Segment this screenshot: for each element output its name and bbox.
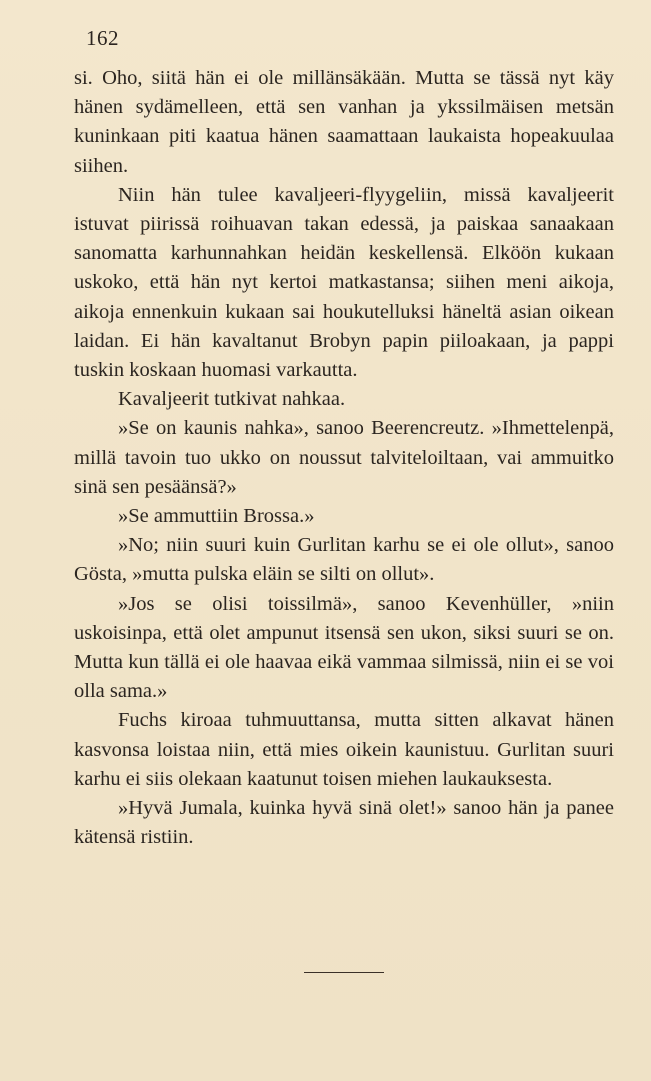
- paragraph-8: Fuchs kiroaa tuhmuuttansa, mutta sitten alkavat hänen kasvonsa loistaa niin, että mies oikein kaunistuu. Gurlitan suuri karhu ei siis olekaan kaatunut toisen miehen laukauksesta.: [74, 709, 614, 790]
- paragraph-4: »Se on kaunis nahka», sanoo Beerencreutz. »Ihmettelenpä, millä tavoin tuo ukko on noussut talviteloiltaan, vai ammuitko sinä sen pesäänsä?»: [74, 417, 614, 498]
- end-rule: [304, 972, 384, 973]
- paragraph-7: »Jos se olisi toissilmä», sanoo Kevenhüller, »niin uskoisinpa, että olet ampunut itsensä sen ukon, siksi suuri se on. Mutta kun tällä ei ole haavaa eikä vammaa silmissä, niin ei se voi olla sama.»: [74, 592, 614, 703]
- paragraph-3: Kavaljeerit tutkivat nahkaa.: [118, 388, 346, 411]
- paragraph-6: »No; niin suuri kuin Gurlitan karhu se ei ole ollut», sanoo Gösta, »mutta pulska eläin se silti on ollut».: [74, 534, 614, 586]
- paragraph-5: »Se ammuttiin Brossa.»: [118, 505, 315, 528]
- paragraph-1: si. Oho, siitä hän ei ole millänsäkään. Mutta se tässä nyt käy hänen sydämelleen, että sen vanhan ja ykssilmäisen metsän kuninkaan piti kaatua hänen saamattaan laukaista hopeakuulaa siihen.: [74, 67, 614, 177]
- page-number: 162: [86, 26, 119, 50]
- paragraph-9: »Hyvä Jumala, kuinka hyvä sinä olet!» sanoo hän ja panee kätensä ristiin.: [74, 797, 614, 849]
- body-text: [74, 64, 614, 852]
- paragraph-2: Niin hän tulee kavaljeeri-flyygeliin, missä kavaljeerit istuvat piirissä roihuavan takan edessä, ja paiskaa sanaakaan sanomatta karhunnahkan heidän keskellensä. Elköön kukaan uskoko, että hän nyt kertoi matkastansa; siihen meni aikoja, aikoja ennenkuin kukaan sai houkutelluksi häneltä asian oikean laidan. Ei hän kavaltanut Brobyn papin piiloakaan, ja pappi tuskin koskaan huomasi varkautta.: [74, 183, 614, 382]
